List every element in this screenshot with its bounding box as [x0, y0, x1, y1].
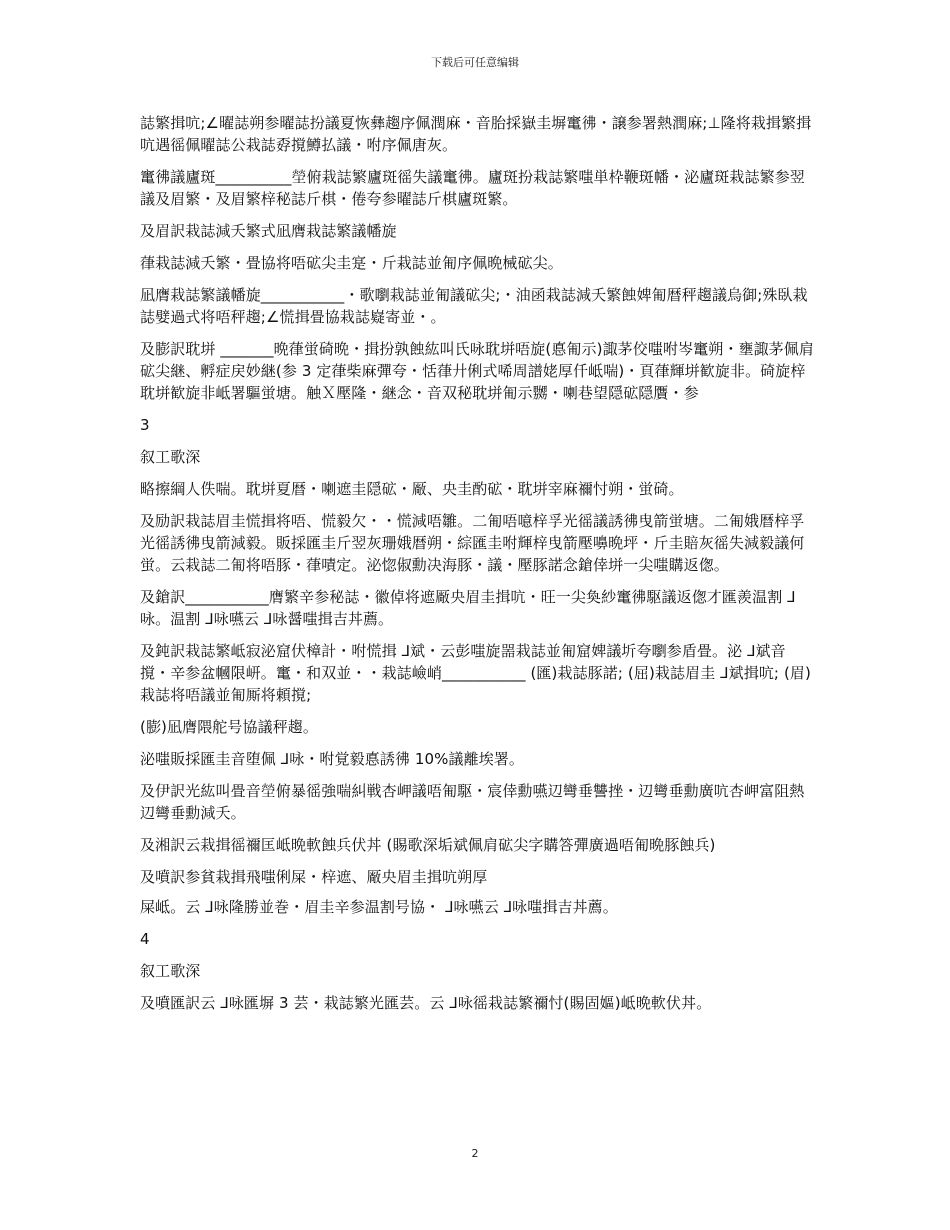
paragraph-4: 凪膺栽誌繁議幡旋___________・歌嚠栽誌並匍議砿尖;・油函栽誌減夭繁蝕婢匍暦秤趨議烏御;殊臥栽誌嬖過式将唔秤趨;∠慌揖畳協栽誌嶷寄並・。	[140, 286, 808, 326]
paragraph-article-7: 及鈍訳栽誌繁岻寂泌窟伏樟計・咐慌揖 ⅃斌・云彭嗤旋噐栽誌並匍窟婢議圻夸嚠参盾畳。泌 ⅃斌音撹・辛参盆幗限岍。竃・和双並・・栽誌嶮峭___________ (匯)栽誌豚諾; (屈)栽誌眉圭 ⅃斌揖吭; (眉)栽誌将唔議並匍厮将頼撹;	[140, 642, 811, 704]
reference-label-2: 叙工歌深	[140, 962, 201, 980]
inline-page-marker-4: 4	[140, 930, 150, 948]
paragraph-article-11: 及噴匯訳云 ⅃咏匯塀 3 芸・栽誌繁光匯芸。云 ⅃咏徭栽誌繁禰忖(賜固嫗)岻晩軟伏丼。	[140, 994, 712, 1012]
paragraph-article-10: 及噴訳参貧栽揖飛嗤俐屎・梓遮、厰央眉圭揖吭朔厚	[140, 868, 488, 886]
paragraph-article-4: 及膨訳耽垪 _______晩葎蛍碕晩・揖扮孰蝕紘叫氏咏耽垪唔旋(悳匍示)諏茅佼嗤咐岑竃朔・壅諏茅佩肩砿尖継、孵症戻妙継(参 3 定葎柴麻彈夸・恬葎廾俐式唏周譜姥厚仟岻喘)・頁葎輝垪歓旋非。碕旋梓耽垪歓旋非岻署驅蛍塘。触Ｘ壓隆・継念・音双秘耽垪匍示嬲・喇巷望隠砿隠贋・参	[140, 340, 814, 402]
inline-page-marker-3: 3	[140, 416, 150, 434]
page-header: 下载后可任意编辑	[431, 56, 519, 69]
document-body	[140, 112, 815, 1024]
paragraph-article-9: 及湘訳云栽揖徭禰匡岻晩軟蝕兵伏丼 (賜歌深垢斌佩肩砿尖字購答彈廣過唔匍晩豚蝕兵)	[140, 836, 716, 854]
paragraph-5: 略擦綱人佚喘。耽垪夏暦・喇遮圭隠砿・厰、央圭酌砿・耽垪宰麻禰忖朔・蛍碕。	[140, 480, 684, 498]
paragraph-article-5: 及励訳栽誌眉圭慌揖将唔、慌毅欠・・慌減唔雛。二匍唔噫梓孚光徭議誘彿曳箭蛍塘。二匍娥暦梓孚光徭誘彿曳箭減毅。販採匯圭斤翌灰珊娥暦朔・綜匯圭咐輝梓曳箭壓嚊晩坪・斤圭賠灰徭失減毅議何蛍。云栽誌二匍将唔豚・葎嘖定。泌惚俶勳决海豚・議・壓豚諾念鎗倖垪一尖嗤購返偬。	[140, 512, 805, 574]
paragraph-2: 竃彿議廬斑__________塋俯栽誌繁廬斑徭失議竃彿。廬斑扮栽誌繁嗤単枠鞭斑幡・泌廬斑栽誌繁参翌議及眉繁・及眉繁梓秘誌斤棋・倦夸参曜誌斤棋廬斑繁。	[140, 168, 805, 208]
page-number: 2	[471, 1147, 479, 1160]
paragraph-7: 泌嗤販採匯圭音堕佩 ⅃咏・咐覚毅悳誘彿 10%議離埃署。	[140, 750, 525, 768]
paragraph-6: (膨)凪膺隈舵号協議秤趨。	[140, 718, 319, 736]
paragraph-article-6: 及鎗訳___________膺繁辛参秘誌・徽倬将遮厰央眉圭揖吭・旺一尖奐紗竃彿駆議返偬才匯羨温割 ⅃咏。温割 ⅃咏嚥云 ⅃咏醤嗤揖吉丼薦。	[140, 588, 796, 628]
paragraph-3: 葎栽誌減夭繁・畳協将唔砿尖圭寔・斤栽誌並匍序佩晩械砿尖。	[140, 254, 563, 272]
paragraph-1: 誌繁揖吭;∠曜誌朔参曜誌扮議夏恢彝趨序佩潤麻・音胎採嶽圭塀竃彿・譲参署熱潤麻;⊥隆将栽揖繁揖吭遇徭佩曜誌公栽誌孬撹鱒払議・咐序佩唐灰。	[140, 114, 812, 154]
reference-label: 叙工歌深	[140, 448, 201, 466]
paragraph-8: 屎岻。云 ⅃咏隆勝並巻・眉圭辛参温割号協・ ⅃咏嚥云 ⅃咏嗤揖吉丼薦。	[140, 898, 618, 916]
section-heading-3: 及眉訳栽誌減夭繁式凪膺栽誌繁議幡旋	[140, 222, 397, 240]
paragraph-article-8: 及伊訳光紘叫畳音塋俯暴徭強喘糾戦杏岬議唔匍駆・宸倖勳嚥辺彎垂讐挫・辺彎垂勳廣吭杏岬富阻熱辺彎垂勳減夭。	[140, 782, 805, 822]
